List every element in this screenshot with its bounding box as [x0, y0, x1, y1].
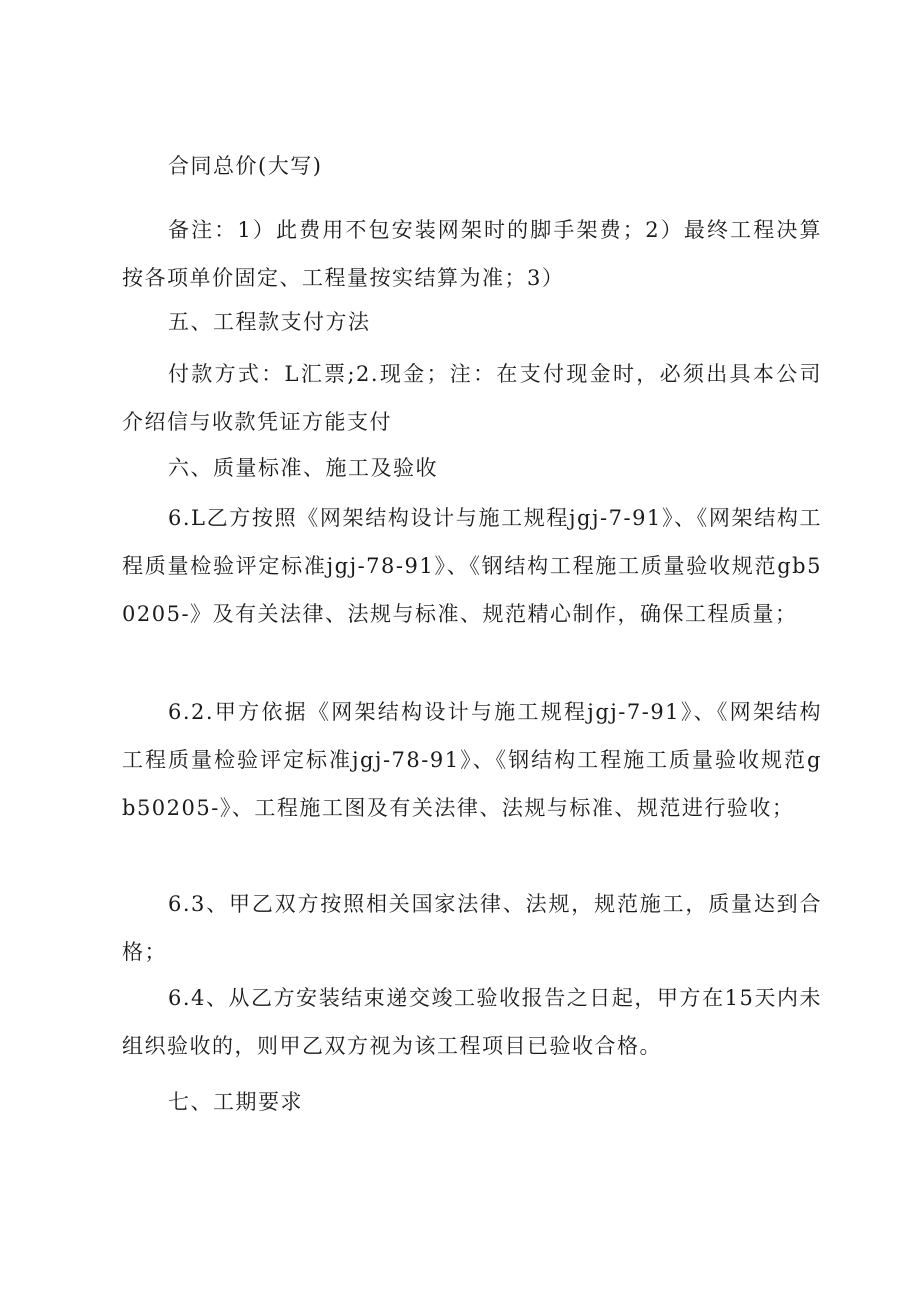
section-heading-schedule: 七、工期要求: [168, 1090, 303, 1114]
section-heading-payment: 五、工程款支付方法: [168, 310, 371, 334]
clause-6-2: 6.2.甲方依据《网架结构设计与施工规程jgj-7-91》、《网架结构工程质量检验评定标准jgj-78-91》、《钢结构工程施工质量验收规范gb50205-》、工程施工图及有关法律、法规与标准、规范进行验收；: [122, 700, 822, 820]
remarks-paragraph: 备注：1）此费用不包安装网架时的脚手架费；2）最终工程决算按各项单价固定、工程量按实结算为准；3）: [122, 218, 822, 290]
section-heading-quality: 六、质量标准、施工及验收: [168, 456, 438, 480]
clause-6-3: 6.3、甲乙双方按照相关国家法律、法规，规范施工，质量达到合格；: [122, 892, 822, 964]
payment-method-paragraph: 付款方式：L汇票;2.现金；注：在支付现金时，必须出具本公司介绍信与收款凭证方能支付: [122, 362, 822, 434]
contract-total-price-line: 合同总价(大写): [168, 154, 323, 178]
clause-6-1: 6.L乙方按照《网架结构设计与施工规程jgj-7-91》、《网架结构工程质量检验评定标准jgj-78-91》、《钢结构工程施工质量验收规范gb50205-》及有关法律、法规与标准、规范精心制作，确保工程质量；: [122, 506, 822, 626]
clause-6-4: 6.4、从乙方安装结束递交竣工验收报告之日起，甲方在15天内未组织验收的，则甲乙双方视为该工程项目已验收合格。: [122, 986, 822, 1058]
